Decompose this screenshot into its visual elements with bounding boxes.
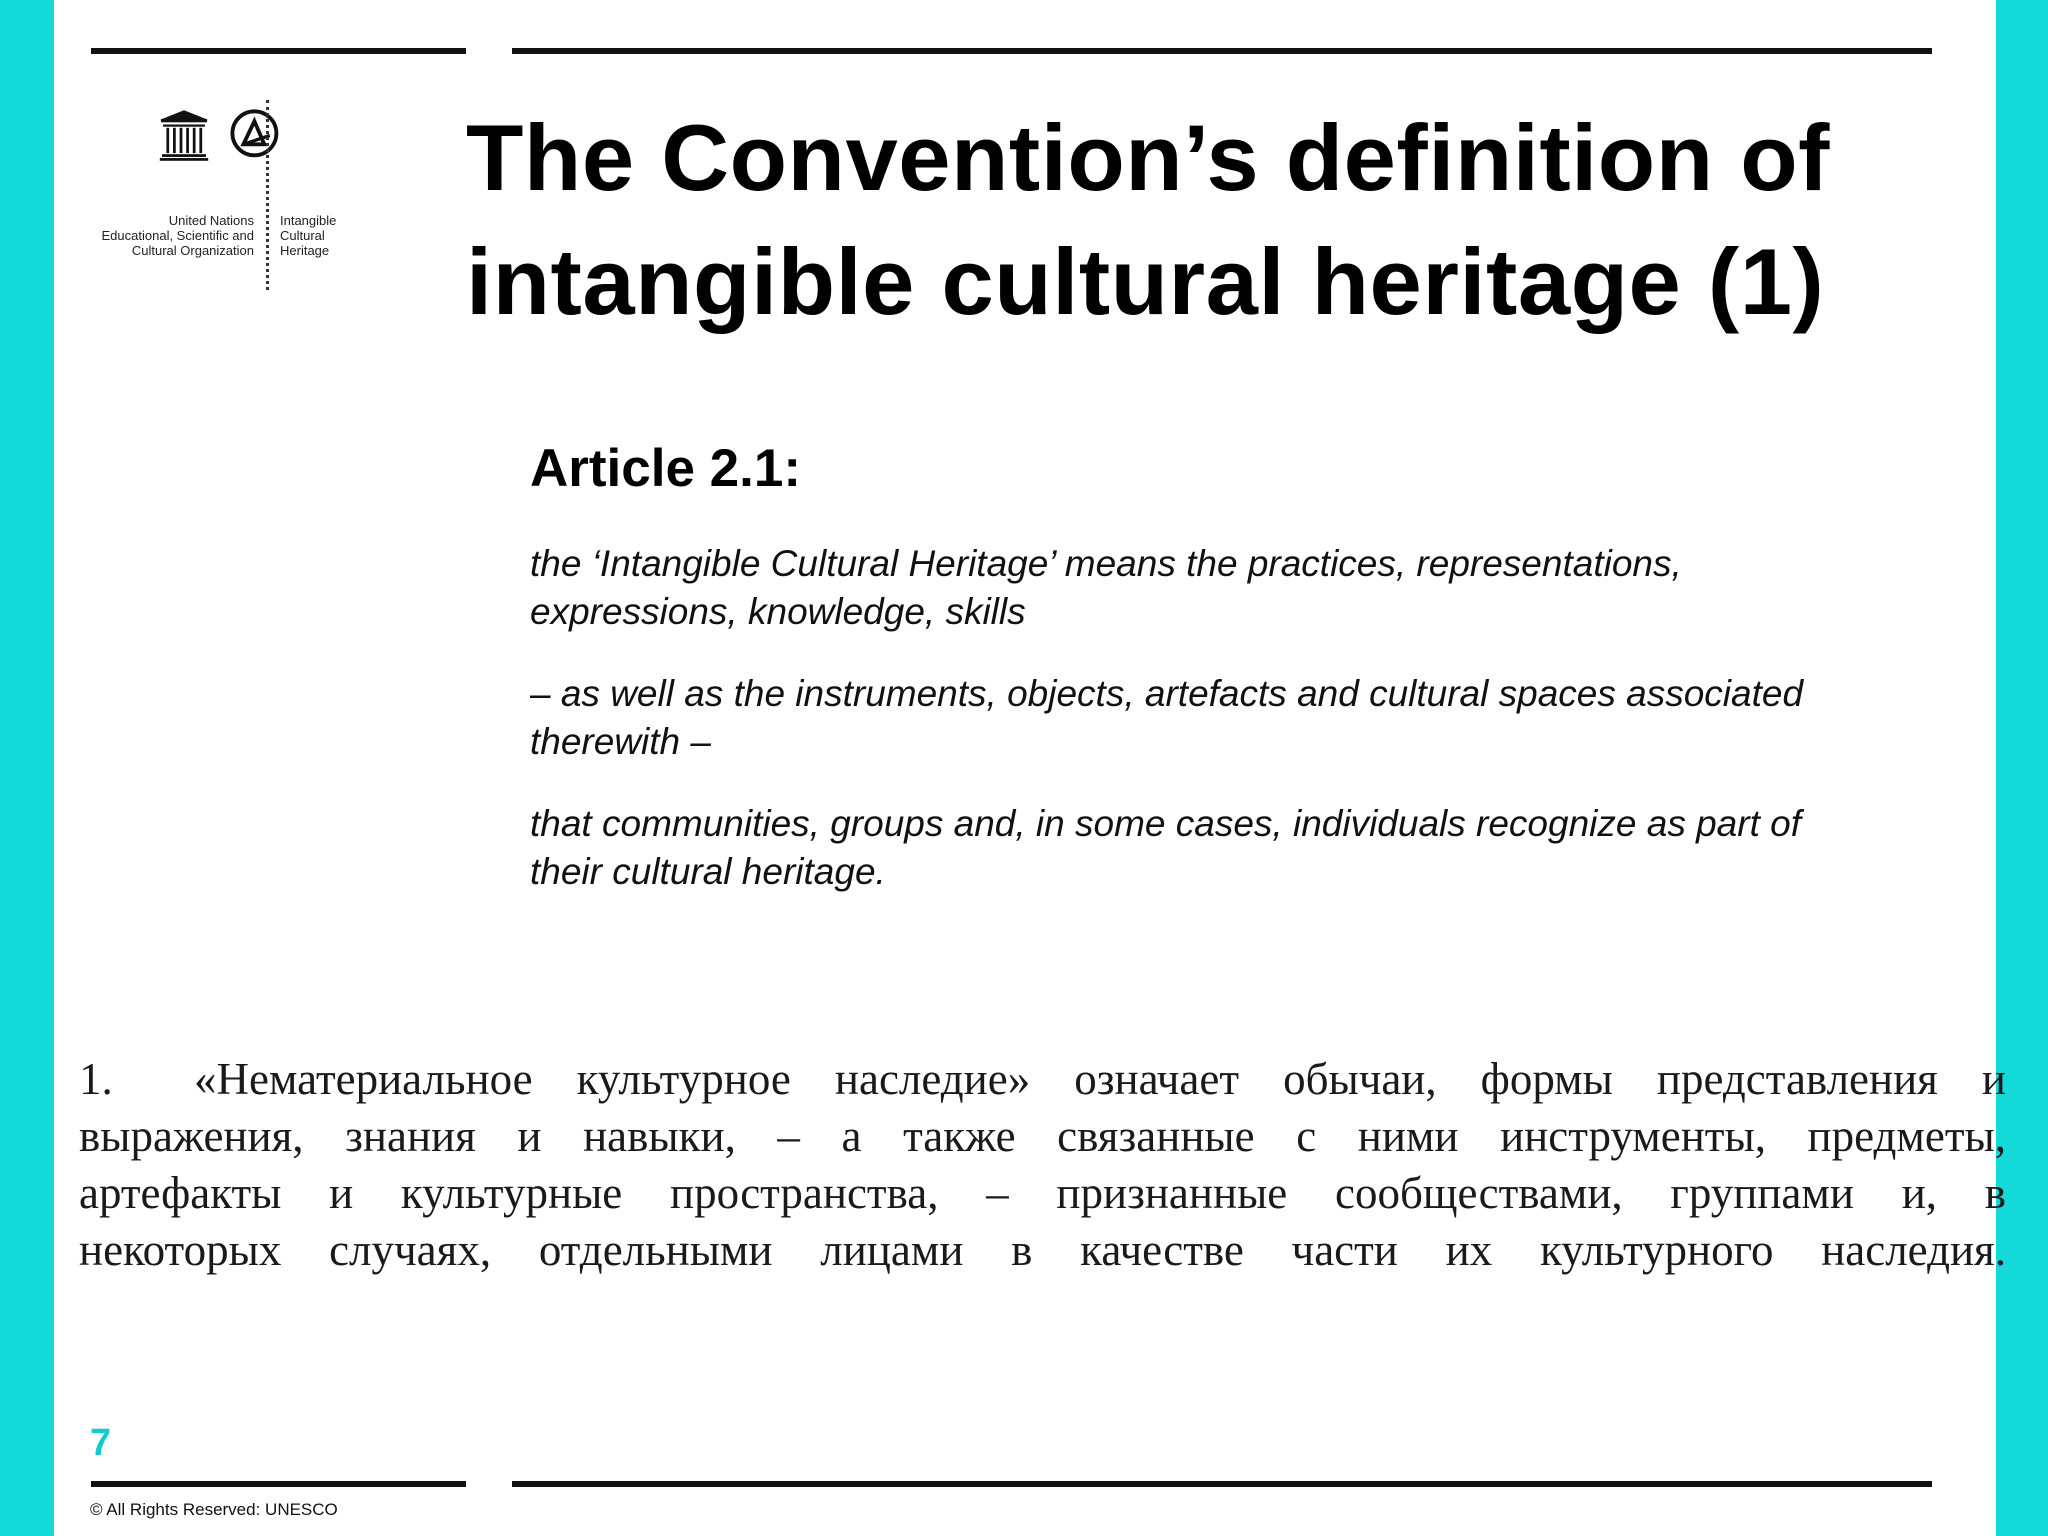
russian-definition (79, 1051, 2006, 1279)
russian-line-3: артефакты и культурные пространства, – признанные сообществами, группами и, в (79, 1168, 2006, 1218)
russian-line-4: некоторых случаях, отдельными лицами в качестве части их культурного наследия. (79, 1225, 2006, 1275)
bottom-rule-right (512, 1481, 1932, 1487)
page-title (466, 96, 1966, 344)
copyright-notice: © All Rights Reserved: UNESCO (90, 1500, 338, 1519)
unesco-temple-logo-icon (144, 108, 334, 218)
article-paragraph-1: the ‘Intangible Cultural Heritage’ means the practices, representations, expressions, knowledge, skills (530, 543, 1682, 632)
article-heading: Article 2.1: (530, 439, 802, 498)
ich-label: Intangible Cultural Heritage (280, 213, 337, 258)
title-line-2: intangible cultural heritage (1) (466, 229, 1825, 334)
title-line-1: The Convention’s definition of (466, 105, 1830, 210)
unesco-org-name: United Nations Educational, Scientific and Cultural Organization (101, 213, 254, 258)
article-paragraph-3: that communities, groups and, in some cases, individuals recognize as part of their cultural heritage. (530, 803, 1801, 892)
russian-line-1: 1. «Нематериальное культурное наследие» означает обычаи, формы представления и (79, 1054, 2006, 1104)
bottom-rule-left (91, 1481, 466, 1487)
logo-divider (266, 100, 269, 290)
russian-line-2: выражения, знания и навыки, – а также связанные с ними инструменты, предметы, (79, 1111, 2006, 1161)
slide (54, 0, 2006, 1536)
page-number: 7 (90, 1422, 112, 1464)
article-paragraph-2: – as well as the instruments, objects, artefacts and cultural spaces associated therewith – (530, 673, 1804, 762)
top-rule-right (512, 48, 1932, 54)
top-rule-left (91, 48, 466, 54)
